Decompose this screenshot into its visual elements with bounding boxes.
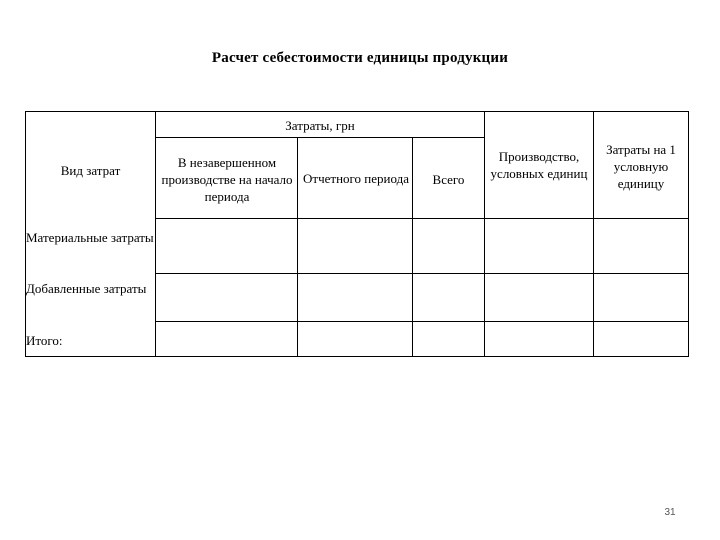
table-cell — [413, 322, 484, 356]
header-current-period: Отчетного периода — [303, 170, 409, 186]
table-cell — [594, 322, 688, 356]
cost-table — [25, 111, 689, 357]
header-cost-per-unit: Затраты на 1 условную единицу — [606, 141, 676, 191]
header-wip-start: В незавершенном производстве на начало периода — [161, 154, 293, 204]
table-cell — [298, 219, 412, 273]
row-label-added: Добавленные затраты — [26, 281, 147, 296]
header-total: Всего — [432, 171, 465, 187]
header-kind-of-costs: Вид затрат — [60, 162, 121, 178]
table-cell — [298, 322, 412, 356]
table-cell — [485, 322, 593, 356]
table-cell — [413, 219, 484, 273]
header-costs-group: Затраты, грн — [285, 117, 355, 133]
page-number: 31 — [664, 507, 676, 518]
table-cell — [156, 274, 297, 321]
table-cell — [298, 274, 412, 321]
table-cell — [594, 274, 688, 321]
row-label-total: Итого: — [26, 333, 63, 348]
header-production-units: Производство, условных единиц — [490, 149, 588, 181]
table-cell — [485, 274, 593, 321]
table-cell — [485, 219, 593, 273]
header-group-divider — [155, 137, 484, 138]
table-cell — [594, 219, 688, 273]
table-cell — [413, 274, 484, 321]
page-title: Расчет себестоимости единицы продукции — [211, 50, 509, 66]
row-label-materials: Материальные затраты — [26, 230, 154, 245]
table-cell — [156, 219, 297, 273]
table-cell — [156, 322, 297, 356]
